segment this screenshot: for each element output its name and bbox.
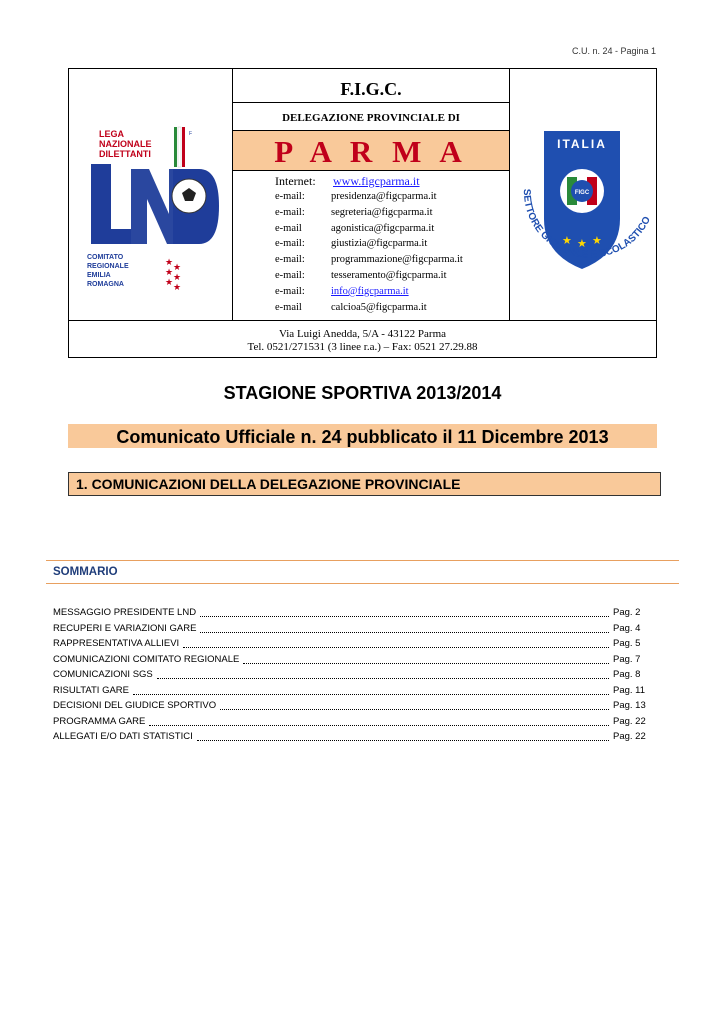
svg-text:★: ★ bbox=[577, 238, 587, 250]
email-row bbox=[275, 270, 463, 286]
email-programmazione: programmazione@figcparma.it bbox=[331, 254, 463, 266]
toc-entry-page: Pag. 22 bbox=[613, 731, 646, 742]
toc-entry-page: Pag. 11 bbox=[613, 684, 646, 696]
letterhead bbox=[68, 68, 657, 358]
toc-entry-title: COMUNICAZIONI COMITATO REGIONALE bbox=[53, 653, 240, 665]
toc-entry-page: Pag. 4 bbox=[613, 622, 641, 634]
toc-leader-dots bbox=[200, 623, 609, 633]
email-segreteria: segreteria@figcparma.it bbox=[331, 206, 433, 218]
toc-entry-page: Pag. 8 bbox=[613, 669, 641, 680]
lnd-bottom3: EMILIA bbox=[87, 272, 111, 279]
email-row bbox=[275, 207, 463, 223]
sgs-italia-text: ITALIA bbox=[557, 137, 607, 151]
lnd-vertical-figc: F bbox=[189, 131, 193, 137]
toc-entry[interactable] bbox=[53, 685, 649, 701]
svg-text:★: ★ bbox=[173, 282, 182, 292]
delegation-label: DELEGAZIONE PROVINCIALE DI bbox=[233, 103, 509, 131]
toc-entry[interactable] bbox=[53, 638, 649, 654]
svg-text:★: ★ bbox=[592, 235, 602, 247]
internet-label: Internet: bbox=[275, 174, 316, 188]
summary-heading: SOMMARIO bbox=[46, 560, 679, 584]
toc-entry-title: RECUPERI E VARIAZIONI GARE bbox=[53, 622, 197, 634]
email-tesseramento: tesseramento@figcparma.it bbox=[331, 269, 447, 281]
toc-entry-page: Pag. 2 bbox=[613, 607, 641, 618]
toc-entry[interactable] bbox=[53, 716, 649, 732]
lnd-bottom1: COMITATO bbox=[87, 254, 124, 261]
email-agonistica: agonistica@figcparma.it bbox=[331, 222, 435, 234]
toc-leader-dots bbox=[133, 685, 609, 695]
toc-entry-title: DECISIONI DEL GIUDICE SPORTIVO bbox=[53, 700, 217, 711]
toc-entry[interactable] bbox=[53, 654, 649, 670]
email-label: e-mail bbox=[275, 301, 302, 313]
lnd-line3: DILETTANTI bbox=[99, 149, 151, 159]
letterhead-center bbox=[233, 69, 509, 320]
toc-leader-dots bbox=[243, 654, 609, 664]
toc-entry-title: RAPPRESENTATIVA ALLIEVI bbox=[53, 638, 180, 649]
email-info-link[interactable]: info@figcparma.it bbox=[331, 285, 409, 297]
toc-entry[interactable] bbox=[53, 731, 649, 747]
email-label: e-mail: bbox=[275, 206, 305, 218]
toc-entry-title: PROGRAMMA GARE bbox=[53, 715, 146, 727]
federation-title: F.I.G.C. bbox=[233, 69, 509, 103]
toc-entry-page: Pag. 22 bbox=[613, 715, 646, 727]
website-link[interactable]: www.figcparma.it bbox=[333, 174, 420, 188]
contact-list bbox=[275, 174, 463, 317]
sgs-logo-graphic bbox=[510, 69, 657, 320]
svg-text:★: ★ bbox=[173, 272, 182, 282]
toc-entry-title: COMUNICAZIONI SGS bbox=[53, 669, 153, 680]
email-row bbox=[275, 286, 463, 302]
email-calcioa5: calcioa5@figcparma.it bbox=[331, 301, 427, 313]
svg-text:★: ★ bbox=[562, 235, 572, 247]
toc-entry-title: ALLEGATI E/O DATI STATISTICI bbox=[53, 731, 193, 742]
section-heading: 1. COMUNICAZIONI DELLA DELEGAZIONE PROVINCIALE bbox=[68, 472, 661, 496]
email-row bbox=[275, 254, 463, 270]
svg-text:★: ★ bbox=[173, 262, 182, 272]
lnd-bottom4: ROMAGNA bbox=[87, 281, 124, 288]
toc-entry-page: Pag. 5 bbox=[613, 638, 641, 649]
email-row bbox=[275, 191, 463, 207]
table-of-contents bbox=[53, 607, 649, 747]
season-title: STAGIONE SPORTIVA 2013/2014 bbox=[223, 383, 502, 403]
email-giustizia: giustizia@figcparma.it bbox=[331, 238, 428, 250]
email-label: e-mail: bbox=[275, 191, 305, 202]
lnd-logo-graphic bbox=[69, 69, 233, 320]
toc-entry[interactable] bbox=[53, 623, 649, 639]
toc-leader-dots bbox=[149, 716, 609, 726]
address-block bbox=[69, 320, 656, 359]
city-banner: P A R M A bbox=[233, 131, 509, 171]
email-presidenza: presidenza@figcparma.it bbox=[331, 191, 437, 202]
communique-title: Comunicato Ufficiale n. 24 pubblicato il 11 Dicembre 2013 bbox=[68, 424, 657, 448]
lnd-logo bbox=[69, 69, 233, 320]
internet-row bbox=[275, 174, 463, 191]
toc-entry[interactable] bbox=[53, 700, 649, 716]
toc-entry-title: MESSAGGIO PRESIDENTE LND bbox=[53, 607, 197, 618]
email-label: e-mail: bbox=[275, 285, 305, 297]
sgs-badge-text: FIGC bbox=[574, 190, 590, 196]
toc-leader-dots bbox=[197, 731, 609, 741]
sgs-arc-text: SETTORE GIOVANILE E SCOLASTICO bbox=[520, 188, 653, 261]
toc-leader-dots bbox=[157, 669, 609, 679]
address-line: Via Luigi Anedda, 5/A - 43122 Parma bbox=[278, 328, 447, 340]
toc-entry-page: Pag. 13 bbox=[613, 700, 646, 711]
toc-entry[interactable] bbox=[53, 669, 649, 685]
email-label: e-mail: bbox=[275, 254, 305, 266]
toc-entry-page: Pag. 7 bbox=[613, 653, 641, 665]
toc-entry[interactable] bbox=[53, 607, 649, 623]
email-row bbox=[275, 238, 463, 254]
svg-text:★: ★ bbox=[165, 267, 174, 277]
svg-text:★: ★ bbox=[165, 257, 174, 267]
email-label: e-mail: bbox=[275, 238, 305, 250]
phone-fax-line: Tel. 0521/271531 (3 linee r.a.) – Fax: 0521 27.29.88 bbox=[247, 341, 478, 353]
lnd-line2: NAZIONALE bbox=[99, 139, 152, 149]
toc-entry-title: RISULTATI GARE bbox=[53, 684, 130, 696]
email-label: e-mail: bbox=[275, 269, 305, 281]
lnd-line1: LEGA bbox=[99, 129, 125, 139]
email-row bbox=[275, 223, 463, 239]
svg-text:★: ★ bbox=[165, 277, 174, 287]
email-label: e-mail bbox=[275, 222, 302, 234]
toc-leader-dots bbox=[200, 607, 609, 617]
toc-leader-dots bbox=[220, 700, 609, 710]
toc-leader-dots bbox=[183, 638, 609, 648]
page-number-label: C.U. n. 24 - Pagina 1 bbox=[571, 46, 656, 56]
email-row bbox=[275, 302, 463, 318]
lnd-bottom2: REGIONALE bbox=[87, 263, 129, 270]
sgs-logo bbox=[509, 69, 656, 320]
